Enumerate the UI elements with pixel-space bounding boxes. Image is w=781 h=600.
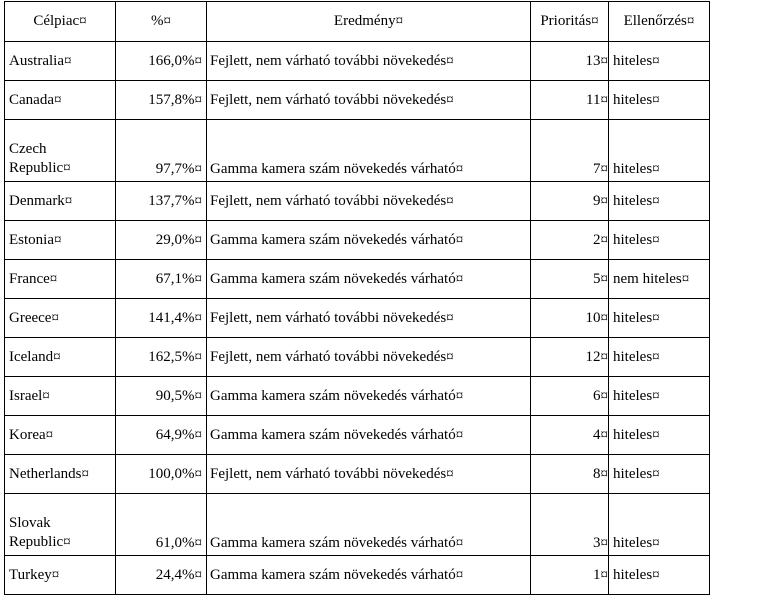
cell-country: Greece¤ xyxy=(5,299,116,338)
cell-percent: 67,1%¤ xyxy=(116,260,207,299)
cell-verification: hiteles¤ xyxy=(609,455,710,494)
cell-country: Denmark¤ xyxy=(5,182,116,221)
cell-priority: 9¤ xyxy=(531,182,609,221)
cell-priority: 2¤ xyxy=(531,221,609,260)
cell-result: Fejlett, nem várható további növekedés¤ xyxy=(207,338,531,377)
cell-verification: hiteles¤ xyxy=(609,221,710,260)
cell-priority: 13¤ xyxy=(531,42,609,81)
cell-percent: 61,0%¤ xyxy=(116,494,207,556)
cell-percent: 29,0%¤ xyxy=(116,221,207,260)
cell-priority: 5¤ xyxy=(531,260,609,299)
table-row xyxy=(5,416,710,455)
cell-result: Gamma kamera szám növekedés várható¤ xyxy=(207,221,531,260)
cell-verification: hiteles¤ xyxy=(609,182,710,221)
cell-country: Slovak Republic¤ xyxy=(5,494,116,556)
cell-result: Fejlett, nem várható további növekedés¤ xyxy=(207,81,531,120)
cell-country: Czech Republic¤ xyxy=(5,120,116,182)
table-row xyxy=(5,494,710,556)
cell-verification: hiteles¤ xyxy=(609,338,710,377)
cell-result: Fejlett, nem várható további növekedés¤ xyxy=(207,455,531,494)
table-row xyxy=(5,42,710,81)
cell-priority: 6¤ xyxy=(531,377,609,416)
cell-result: Fejlett, nem várható további növekedés¤ xyxy=(207,182,531,221)
cell-percent: 137,7%¤ xyxy=(116,182,207,221)
table-row xyxy=(5,221,710,260)
cell-verification: hiteles¤ xyxy=(609,299,710,338)
table-row xyxy=(5,182,710,221)
header-verification: Ellenőrzés¤ xyxy=(609,2,710,42)
header-priority: Prioritás¤ xyxy=(531,2,609,42)
cell-country: Iceland¤ xyxy=(5,338,116,377)
cell-percent: 64,9%¤ xyxy=(116,416,207,455)
cell-percent: 90,5%¤ xyxy=(116,377,207,416)
table-row xyxy=(5,299,710,338)
cell-priority: 4¤ xyxy=(531,416,609,455)
cell-percent: 24,4%¤ xyxy=(116,556,207,595)
cell-verification: hiteles¤ xyxy=(609,494,710,556)
table-row xyxy=(5,81,710,120)
cell-priority: 3¤ xyxy=(531,494,609,556)
cell-country: Estonia¤ xyxy=(5,221,116,260)
cell-priority: 10¤ xyxy=(531,299,609,338)
header-row xyxy=(5,2,710,42)
cell-result: Fejlett, nem várható további növekedés¤ xyxy=(207,299,531,338)
cell-country: Netherlands¤ xyxy=(5,455,116,494)
cell-country: Turkey¤ xyxy=(5,556,116,595)
cell-country: Canada¤ xyxy=(5,81,116,120)
cell-priority: 11¤ xyxy=(531,81,609,120)
cell-country: Australia¤ xyxy=(5,42,116,81)
cell-percent: 100,0%¤ xyxy=(116,455,207,494)
cell-verification: hiteles¤ xyxy=(609,120,710,182)
table-row xyxy=(5,377,710,416)
cell-verification: hiteles¤ xyxy=(609,416,710,455)
cell-priority: 12¤ xyxy=(531,338,609,377)
table-row xyxy=(5,120,710,182)
cell-percent: 166,0%¤ xyxy=(116,42,207,81)
table-row xyxy=(5,455,710,494)
cell-country: France¤ xyxy=(5,260,116,299)
header-country: Célpiac¤ xyxy=(5,2,116,42)
cell-priority: 7¤ xyxy=(531,120,609,182)
table-row xyxy=(5,260,710,299)
table-row xyxy=(5,556,710,595)
header-percent: %¤ xyxy=(116,2,207,42)
cell-result: Gamma kamera szám növekedés várható¤ xyxy=(207,494,531,556)
cell-percent: 141,4%¤ xyxy=(116,299,207,338)
cell-result: Gamma kamera szám növekedés várható¤ xyxy=(207,416,531,455)
cell-percent: 162,5%¤ xyxy=(116,338,207,377)
cell-result: Gamma kamera szám növekedés várható¤ xyxy=(207,556,531,595)
cell-verification: hiteles¤ xyxy=(609,42,710,81)
cell-country: Korea¤ xyxy=(5,416,116,455)
cell-verification: hiteles¤ xyxy=(609,377,710,416)
cell-priority: 1¤ xyxy=(531,556,609,595)
cell-result: Gamma kamera szám növekedés várható¤ xyxy=(207,377,531,416)
cell-result: Gamma kamera szám növekedés várható¤ xyxy=(207,120,531,182)
header-result: Eredmény¤ xyxy=(207,2,531,42)
cell-verification: hiteles¤ xyxy=(609,556,710,595)
cell-percent: 157,8%¤ xyxy=(116,81,207,120)
cell-verification: nem hiteles¤ xyxy=(609,260,710,299)
cell-priority: 8¤ xyxy=(531,455,609,494)
cell-percent: 97,7%¤ xyxy=(116,120,207,182)
cell-result: Gamma kamera szám növekedés várható¤ xyxy=(207,260,531,299)
table-body xyxy=(5,42,710,595)
table-row xyxy=(5,338,710,377)
cell-country: Israel¤ xyxy=(5,377,116,416)
cell-verification: hiteles¤ xyxy=(609,81,710,120)
cell-result: Fejlett, nem várható további növekedés¤ xyxy=(207,42,531,81)
market-table xyxy=(4,1,710,595)
